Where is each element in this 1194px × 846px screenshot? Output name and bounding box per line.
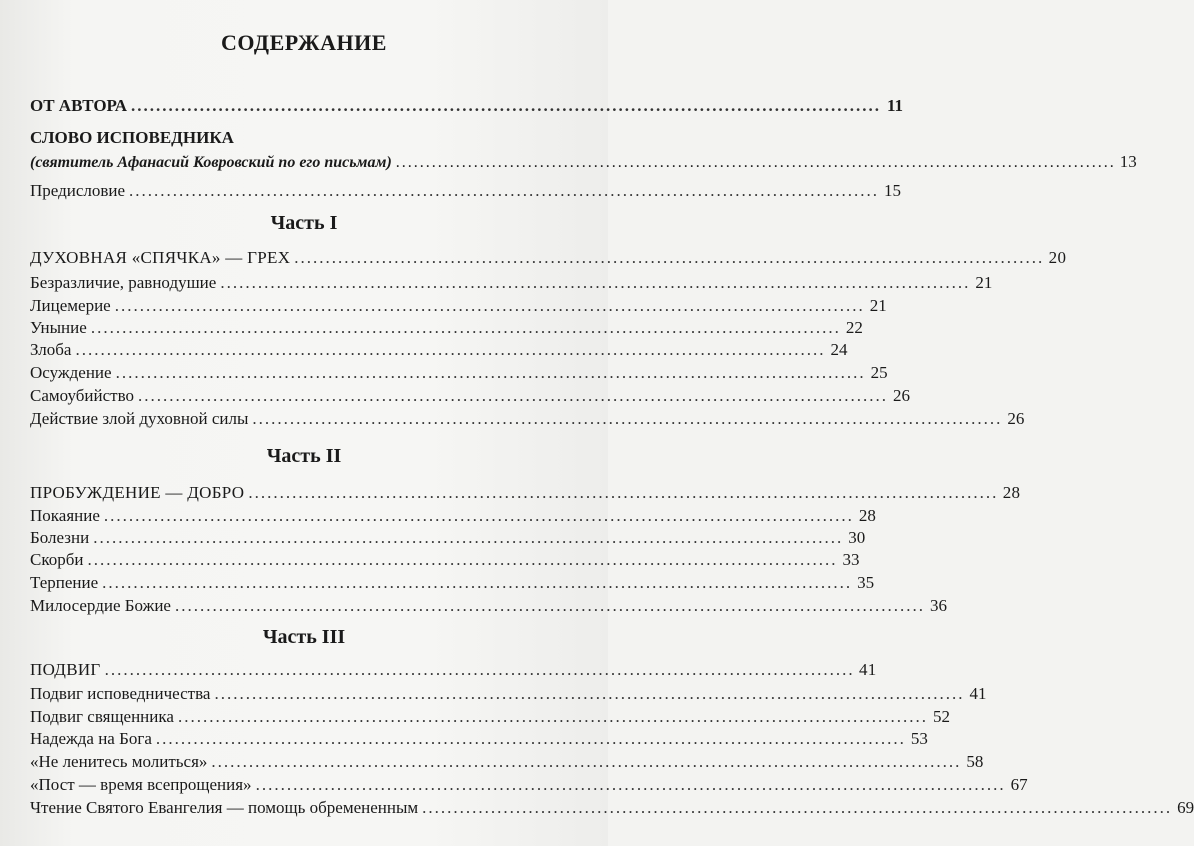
toc-entry: Терпение ........................................................................................................................ 35 xyxy=(30,573,875,592)
toc-entry: Уныние ........................................................................................................................ 22 xyxy=(30,318,863,337)
toc-entry-page: 11 xyxy=(886,96,904,115)
part-title: Часть III xyxy=(262,626,346,648)
toc-entry-text: Предисловие xyxy=(30,181,126,200)
toc-entry: Покаяние ........................................................................................................................ 28 xyxy=(30,506,876,525)
toc-entry: Милосердие Божие ........................................................................................................................ 36 xyxy=(30,596,947,615)
toc-section-heading: ПОДВИГ ........................................................................................................................ 41 xyxy=(30,660,877,679)
page-title: СОДЕРЖАНИЕ xyxy=(221,30,387,55)
toc-entry-text: СЛОВО ИСПОВЕДНИКА xyxy=(30,128,234,147)
toc-entry-page: 20 xyxy=(1048,248,1067,267)
toc-entry-preface: Предисловие ........................................................................................................................ 15 xyxy=(30,181,902,200)
toc-entry-page: 15 xyxy=(884,181,902,200)
toc-entry: Подвиг священника ........................................................................................................................ 52 xyxy=(30,707,950,726)
toc-section-heading: ПРОБУЖДЕНИЕ — ДОБРО ........................................................................................................................ 28 xyxy=(30,483,1021,502)
part-title: Часть I xyxy=(270,212,338,234)
toc-entry-text: (святитель Афанасий Ковровский по его письмам) xyxy=(30,154,392,171)
toc-entry: Болезни ........................................................................................................................ 30 xyxy=(30,528,866,547)
toc-entry-text: ОТ АВТОРА xyxy=(30,96,128,115)
toc-section-heading: ДУХОВНАЯ «СПЯЧКА» — ГРЕХ ........................................................................................................................ 20 xyxy=(30,248,1067,267)
toc-entry: «Пост — время всепрощения» ........................................................................................................................ 67 xyxy=(30,775,1028,794)
toc-entry: Самоубийство ........................................................................................................................ 26 xyxy=(30,386,911,405)
toc-entry: Осуждение ........................................................................................................................ 25 xyxy=(30,363,888,382)
toc-entry: Действие злой духовной силы ........................................................................................................................ 26 xyxy=(30,409,1025,428)
toc-entry-text: ДУХОВНАЯ «СПЯЧКА» — ГРЕХ xyxy=(30,248,291,267)
toc-entry: Подвиг исповедничества ........................................................................................................................ 41 xyxy=(30,684,987,703)
toc-entry: Надежда на Бога ........................................................................................................................ 53 xyxy=(30,729,928,748)
toc-entry: Злоба ........................................................................................................................ 24 xyxy=(30,340,848,359)
part-title: Часть II xyxy=(266,445,342,467)
toc-entry: Лицемерие ........................................................................................................................ 21 xyxy=(30,296,887,315)
toc-entry-from-author: ОТ АВТОРА ........................................................................................................................ 11 xyxy=(30,96,904,115)
toc-entry-confessor-word xyxy=(30,128,560,148)
toc-entry: Безразличие, равнодушие ........................................................................................................................ 21 xyxy=(30,273,993,292)
toc-entry-confessor-subtitle: (святитель Афанасий Ковровский по его письмам) ........................................................................................................................ 13 xyxy=(30,152,1137,171)
toc-entry: Скорби ........................................................................................................................ 33 xyxy=(30,550,860,569)
toc-entry-page: 13 xyxy=(1119,152,1137,171)
toc-entry: Чтение Святого Евангелия — помощь обремененным ........................................................................................................................ 69 xyxy=(30,798,1194,817)
toc-entry: «Не ленитесь молиться» ........................................................................................................................ 58 xyxy=(30,752,984,771)
